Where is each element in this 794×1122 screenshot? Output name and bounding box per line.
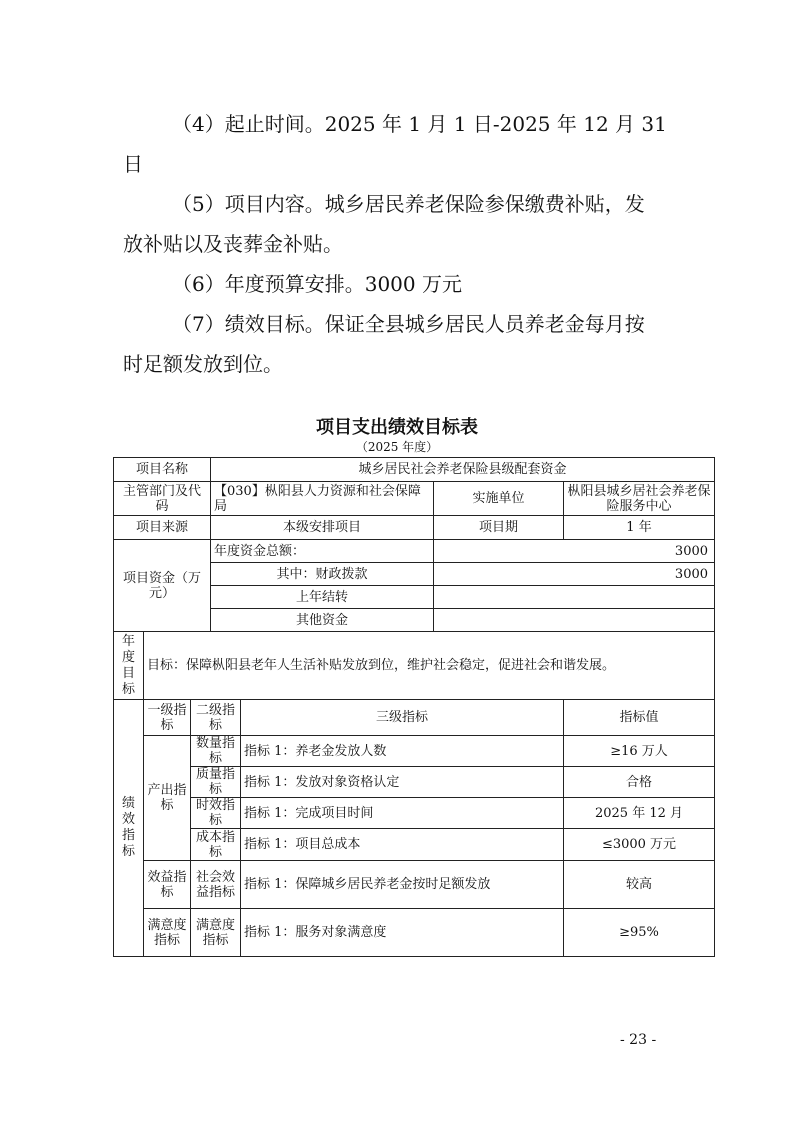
row-value: ≥95% <box>564 909 715 957</box>
row-value: 合格 <box>564 767 715 798</box>
fund-prev-label: 上年结转 <box>211 586 434 609</box>
para-period-line2: 日 <box>123 152 143 176</box>
dept-value: 【030】枞阳县人力资源和社会保障局 <box>211 482 434 516</box>
impl-value: 枞阳县城乡居社会养老保险服务中心 <box>564 482 715 516</box>
row-l2: 质量指标 <box>191 767 241 798</box>
fund-other-label: 其他资金 <box>211 609 434 632</box>
annual-goal-label: 年度目标 <box>114 632 144 700</box>
satisfaction-label: 满意度指标 <box>144 909 191 957</box>
table-row <box>114 458 715 482</box>
fund-total-value: 3000 <box>434 540 715 563</box>
col-value-header: 指标值 <box>564 700 715 736</box>
para-period-line1: （4）起止时间。2025 年 1 月 1 日-2025 年 12 月 31 <box>172 112 667 136</box>
row-l3: 指标 1：项目总成本 <box>241 829 564 861</box>
period-value: 1 年 <box>564 516 715 540</box>
fund-label: 项目资金（万元） <box>114 540 211 632</box>
table-row <box>114 861 715 909</box>
col-level1-header: 一级指标 <box>144 700 191 736</box>
row-l2: 成本指标 <box>191 829 241 861</box>
source-value: 本级安排项目 <box>211 516 434 540</box>
row-l2: 时效指标 <box>191 798 241 829</box>
row-l3: 指标 1：服务对象满意度 <box>241 909 564 957</box>
table-title: 项目支出绩效目标表 <box>316 417 478 438</box>
col-level3-header: 三级指标 <box>241 700 564 736</box>
page-number: - 23 - <box>620 1032 657 1048</box>
para-content-line2: 放补贴以及丧葬金补贴。 <box>123 232 343 256</box>
fund-fiscal-value: 3000 <box>434 563 715 586</box>
row-l3: 指标 1：完成项目时间 <box>241 798 564 829</box>
row-value: ≤3000 万元 <box>564 829 715 861</box>
annual-goal-value: 目标：保障枞阳县老年人生活补贴发放到位，维护社会稳定，促进社会和谐发展。 <box>144 632 715 700</box>
dept-label: 主管部门及代码 <box>114 482 211 516</box>
row-value: ≥16 万人 <box>564 736 715 767</box>
row-l3: 指标 1：保障城乡居民养老金按时足额发放 <box>241 861 564 909</box>
table-row <box>114 632 715 700</box>
row-l2: 满意度指标 <box>191 909 241 957</box>
row-value: 2025 年 12 月 <box>564 798 715 829</box>
table-row <box>114 516 715 540</box>
impl-label: 实施单位 <box>434 482 564 516</box>
table-row <box>114 736 715 767</box>
source-label: 项目来源 <box>114 516 211 540</box>
benefit-label: 效益指标 <box>144 861 191 909</box>
row-value: 较高 <box>564 861 715 909</box>
table-row <box>114 700 715 736</box>
para-content-line1: （5）项目内容。城乡居民养老保险参保缴费补贴，发 <box>172 192 645 216</box>
table-row <box>114 829 715 861</box>
fund-fiscal-label: 其中：财政拨款 <box>211 563 434 586</box>
table-row <box>114 909 715 957</box>
output-label: 产出指标 <box>144 736 191 861</box>
table-row <box>114 798 715 829</box>
row-l3: 指标 1：养老金发放人数 <box>241 736 564 767</box>
table-row <box>114 540 715 563</box>
fund-total-label: 年度资金总额： <box>211 540 434 563</box>
row-l2: 数量指标 <box>191 736 241 767</box>
para-goal-line2: 时足额发放到位。 <box>123 352 283 376</box>
table-row <box>114 482 715 516</box>
period-label: 项目期 <box>434 516 564 540</box>
para-budget-line1: （6）年度预算安排。3000 万元 <box>172 272 462 296</box>
table-row <box>114 767 715 798</box>
project-name-value: 城乡居民社会养老保险县级配套资金 <box>211 458 715 482</box>
performance-target-table <box>113 457 715 957</box>
row-l2: 社会效益指标 <box>191 861 241 909</box>
fund-prev-value <box>434 586 715 609</box>
project-name-label: 项目名称 <box>114 458 211 482</box>
col-level2-header: 二级指标 <box>191 700 241 736</box>
table-subtitle: （2025 年度） <box>355 440 439 454</box>
fund-other-value <box>434 609 715 632</box>
para-goal-line1: （7）绩效目标。保证全县城乡居民人员养老金每月按 <box>172 312 645 336</box>
perf-label: 绩效指标 <box>114 700 144 957</box>
row-l3: 指标 1：发放对象资格认定 <box>241 767 564 798</box>
